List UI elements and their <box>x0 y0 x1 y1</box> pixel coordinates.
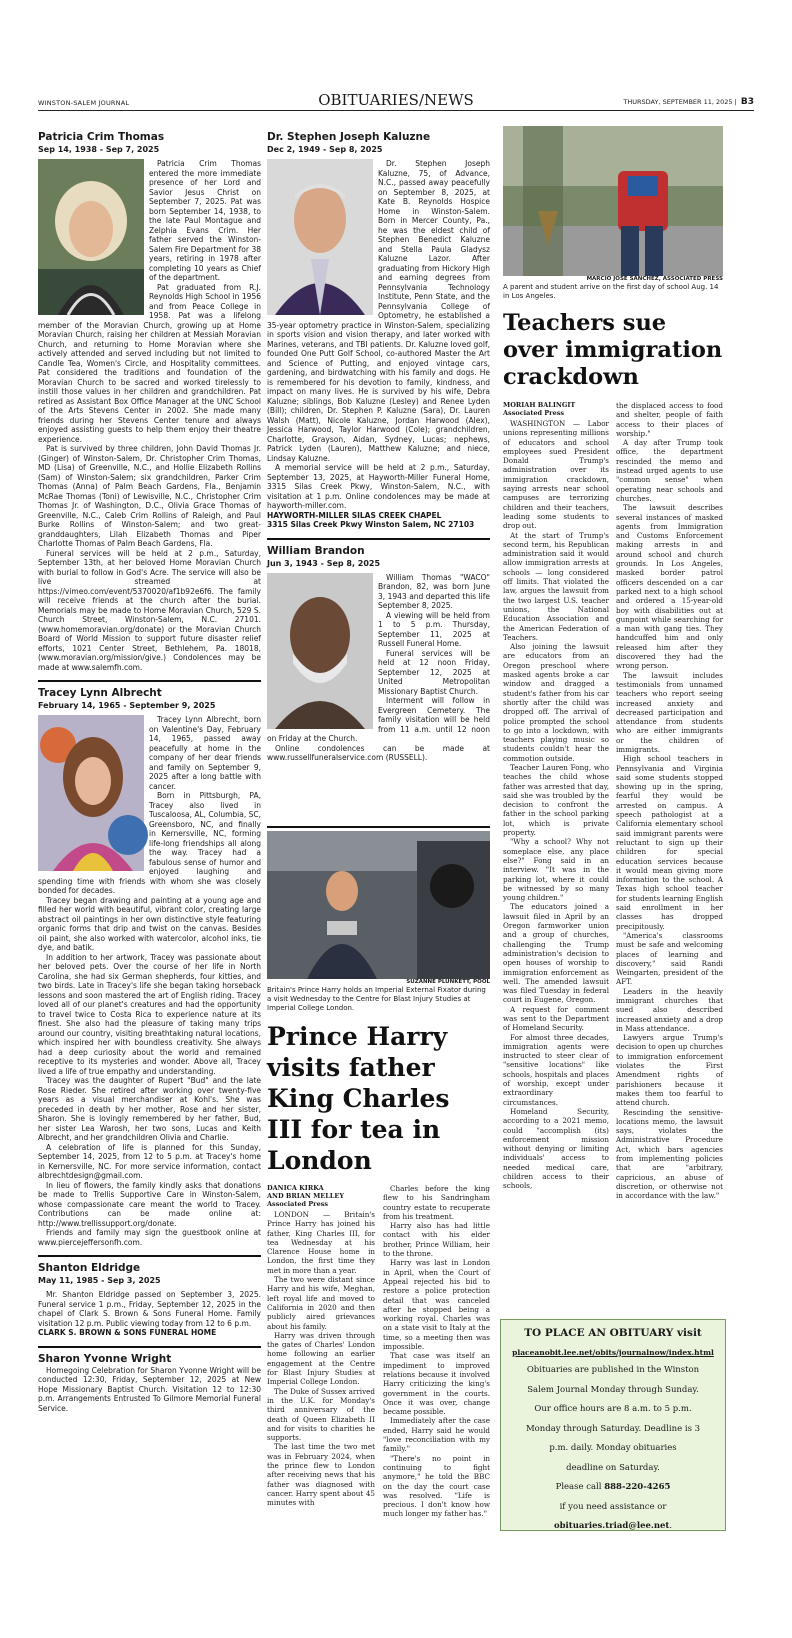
obit-paragraph: Interment will follow in Evergreen Cemetery. The family visitation will be held from 11 a.m. until 12 noon on Friday at the Church. <box>267 696 490 743</box>
obit-dates: Dec 2, 1949 - Sep 8, 2025 <box>267 145 383 154</box>
story-column-2 <box>616 401 723 1201</box>
portrait-photo <box>38 159 144 315</box>
funeral-home: HAYWORTH-MILLER SILAS CREEK CHAPEL <box>267 510 442 520</box>
story-paragraph: At the start of Trump's second term, his Republican administration said it would allow immigration arrests at schools — long considered off limits. That violated the law, argues the lawsuit from the two largest U.S. teacher unions, the National Education Association and the American Federation of Teachers. <box>503 530 609 642</box>
story-paragraph: Also joining the lawsuit are educators from an Oregon preschool where masked agents broke a car window and dragged a student's father from his car shortly after the child was dropped off. The arrival of police prompted the school to go into a lockdown, with teachers playing music so students couldn't hear the commotion outside. <box>503 642 609 763</box>
obit-paragraph: In addition to her artwork, Tracey was passionate about her beloved pets. Over the course of her life in North Carolina, she had six German shepherds, four kitties, and two birds. Late in Tracey's life she began taking horseback lessons and soon mastered the art of English riding. Tracey loved all of our planet's creatures and had the opportunity to travel twice to Costa Rica to experience nature at its finest. She also had the pleasure of taking many trips around our country, visiting breathtaking natural locations, which inspired her with boundless creativity. She always had a deep curiosity about the world and remained receptive to its mysteries and wonder. Above all, Tracey lived a life of true empathy and understanding. <box>38 952 261 1076</box>
obit-paragraph: Pat is survived by three children, John David Thomas Jr. (Ginger) of Winston-Salem, Dr. Christopher Crim Thomas, MD (Lisa) of Greenville, N.C., and Hollie Elizabeth Rollins (Sam) of Winston-Salem; six grandchildren, Parker Crim Thomas (Anna) of Palm Beach Gardens, Fla., Benjamin McRae Thomas (Toni) of Lewisville, N.C., Christopher Crim Thomas Jr. of Washington, D.C., Olivia Grace Thomas of Greenville, N.C., Caleb Crim Rollins of Raleigh, and Paul Burke Rollins of Winston-Salem; and two great-granddaughters, Lilah Elizabeth Thomas and Piper Charlotte Thomas of Palm Beach Gardens, Fla. <box>38 444 261 548</box>
obit-paragraph: Funeral services will be held at 2 p.m., Saturday, September 13th, at her beloved Home Moravian Church with burial to follow in God's Acre. The service will also be live streamed at https://vimeo.com/event/5370020/af1b92e6f6. The family will receive friends at the church after the burial. Memorials may be made to Home Moravian Church, 529 S. Church Street, Winston-Salem, N.C. 27101. (www.homemoravian.org/donate) or the Moravian Church Board of World Mission to support future disaster relief efforts, 1021 Center Street, Bethlehem, Pa. 18018, (www.moravian.org/mission/give.) Condolences may be made at www.salemfh.com. <box>38 548 261 672</box>
obit-body <box>38 715 261 1247</box>
story-paragraph: "Why a school? Why not someplace else, any place else?" Fong said in an interview. "It was in the parking lot, where it could be witnessed by so many young children." <box>503 837 609 903</box>
obit-paragraph: In lieu of flowers, the family kindly asks that donations be made to Trellis Supportive Care in Winston-Salem, whose compassionate care meant the world to Tracey. Contributions can be made online at: http://www.trellissupport.org/donate. <box>38 1180 261 1228</box>
byline: DANICA KIRKA AND BRIAN MELLEY Associated Press <box>267 1184 344 1208</box>
obit-body <box>267 159 490 530</box>
story-paragraph: The two were distant since Harry and his wife, Meghan, left royal life and moved to California in 2020 and then publicly aired grievances about his family. <box>267 1275 375 1331</box>
obituary-william-brandon <box>267 538 490 763</box>
funeral-home-address: 3315 Silas Creek Pkwy Winston Salem, NC 27103 <box>267 520 475 529</box>
obit-name: Dr. Stephen Joseph Kaluzne <box>267 131 431 143</box>
obit-body <box>267 573 490 763</box>
obituary-stephen-kaluzne <box>267 126 490 530</box>
obit-dates: Jun 3, 1943 - Sep 8, 2025 <box>267 558 381 568</box>
story-paragraph: Homeland Security, according to a 2021 memo, could "accomplish (its) enforcement mission without denying or limiting individuals' access to needed medical care, children access to their schools, <box>503 1106 609 1191</box>
obit-paragraph: Homegoing Celebration for Sharon Yvonne Wright will be conducted 12:30, Friday, September 12, 2025 at New Hope Missionary Baptist Church. Visitation 12 to 12:30 p.m. Arrangements Entrusted To Gilmore Memorial Funeral Service. <box>38 1365 261 1413</box>
byline: MORIAH BALINGIT Associated Press <box>503 401 576 417</box>
obituary-shanton-eldridge <box>38 1255 261 1338</box>
portrait-photo <box>267 159 373 315</box>
story-paragraph: Teacher Lauren Fong, who teaches the child whose father was arrested that day, said she was troubled by the decision to confront the father in the school parking lot, which is private property. <box>503 762 609 838</box>
obituary-sharon-wright <box>38 1346 261 1414</box>
funeral-home: CLARK S. BROWN & SONS FUNERAL HOME <box>38 1328 217 1337</box>
harry-story <box>267 826 490 1519</box>
paper-name: WINSTON-SALEM JOURNAL <box>38 99 130 107</box>
story-paragraph: For almost three decades, immigration agents were instructed to steer clear of "sensitive locations" like schools, hospitals and places of worship, except under extraordinary circumstances. <box>503 1032 609 1107</box>
obit-paragraph: William Thomas "WACO" Brandon, 82, was born June 3, 1943 and departed this life September 8, 2025. <box>378 572 490 610</box>
obit-paragraph: Friends and family may sign the guestbook online at www.piercejeffersonfh.com. <box>38 1228 261 1247</box>
story-paragraph: LONDON — Britain's Prince Harry has joined his father, King Charles III, for tea Wednesday at his Clarence House home in London, the first time they met in more than a year. <box>267 1210 375 1275</box>
story-paragraph: The last time the two met was in February 2024, when the prince flew to London after receiving news that his father was diagnosed with cancer. Harry spent about 45 minutes with <box>267 1442 375 1508</box>
story-paragraph: High school teachers in Pennsylvania and Virginia said some students stopped showing up in the spring, fearful they would be arrested on campus. A speech pathologist at a California elementary school said immigrant parents were reluctant to sign up their children for special education services because it would mean giving more information to the school. A Texas high school teacher for students learning English said enrollment in her classes has dropped precipitously. <box>616 754 723 931</box>
headline: Prince Harry visits father King Charles III for tea in London <box>267 1022 450 1175</box>
header-date: THURSDAY, SEPTEMBER 11, 2025 | B3 <box>623 97 754 107</box>
story-paragraph: That case was itself an impediment to improved relations because it involved Harry criticizing the king's government in the courts. Once it was over, change became possible. <box>383 1351 490 1417</box>
obit-paragraph: Tracey Lynn Albrecht, born on Valentine's Day, February 14, 1965, passed away peacefully at home in the company of her dear friends and family on September 9, 2025 after a long battle with cancer. <box>149 715 261 791</box>
story-column-1 <box>503 401 609 1201</box>
obit-column-middle <box>267 126 490 816</box>
story-paragraph: Lawyers argue Trump's decision to open up churches to immigration enforcement violates the First Amendment rights of parishioners because it makes them too fearful to attend church. <box>616 1033 723 1108</box>
obit-body <box>38 159 261 672</box>
obit-paragraph: A viewing will be held from 1 to 5 p.m. Thursday, September 11, 2025 at Russell Funeral Home. <box>378 610 490 648</box>
obit-paragraph: Born in Pittsburgh, PA, Tracey also lived in Tuscaloosa, AL, Columbia, SC, Greensboro, NC, and finally in Kernersville, NC, forming life-long friendships all along the way. Tracey had a fabulous sense of humor and enjoyed laughing and spending time with friends with whom she was closely bonded for decades. <box>38 791 261 895</box>
obit-paragraph: Dr. Stephen Joseph Kaluzne, 75, of Advance, N.C., passed away peacefully on September 8, 2025, at Kate B. Reynolds Hospice Home in Winston-Salem. Born in Mercer County, Pa., he was the eldest child of Stephen Benedict Kaluzne and Stella Paula Gladysz Kaluzne Lazor. After graduating from Hickory High and earning degrees from Pennsylvania Technology Institute, Penn State, and the Pennsylvania College of Optometry, he established a 35-year optometry practice in Winston-Salem, specializing in sports vision and vision therapy, and later worked with Marines, veterans, and TBI patients. Dr. Kaluzne loved golf, founded One Putt Golf School, co-authored Master the Art and Science of Putting, and enjoyed vintage cars, gardening, and birdwatching with his family and dogs. He is remembered for his devotion to family, kindness, and impact on many lives. He is survived by his wife, Debra Kaluzne; siblings, Bob Kaluzne (Lesley) and Renee Lyden (Bill); children, Dr. Stephen P. Kaluzne (Sara), Dr. Lauren Walsh (Matt), Nicole Kaluzne, Jordan Harwood (Alex), Jessica Harwood, Taylor Harwood (Cole); grandchildren, Charlotte, Grayson, Aidan, Sydney, Lucas; nephews, Patrick Lyden (Lauren), Matthew Kaluzne; and niece, Lindsay Kaluzne. <box>267 159 490 463</box>
obituary-patricia-thomas <box>38 126 261 672</box>
headline: Teachers sue over immigration crackdown <box>503 310 723 390</box>
portrait-photo <box>38 715 144 871</box>
story-paragraph: "America's classrooms must be safe and welcoming places of learning and discovery," said Randi Weingarten, president of the AFT. <box>616 930 723 987</box>
harry-photo <box>267 831 490 979</box>
obit-name: Patricia Crim Thomas <box>38 131 165 143</box>
story-paragraph: the displaced access to food and shelter, people of faith access to their places of worship." <box>616 401 723 438</box>
page-header <box>38 91 754 111</box>
photo-caption: A parent and student arrive on the first day of school Aug. 14 in Los Angeles. <box>503 283 719 300</box>
story-paragraph: Harry was driven through the gates of Charles' London home following an earlier engagement at the Centre for Blast Injury Studies at Imperial College London. <box>267 1330 375 1387</box>
obit-paragraph: A celebration of life is planned for this Sunday, September 14, 2025, from 12 to 5 p.m. at Tracey's home in Kernersville, NC. For more service information, contact albrechtdesign@gmail.com. <box>38 1142 261 1180</box>
story-paragraph: "There's no point in continuing to fight anymore," he told the BBC on the day the court case was resolved. "Life is precious. I don't know how much longer my father has." <box>383 1453 490 1519</box>
story-paragraph: The lawsuit includes testimonials from unnamed teachers who report seeing increased anxiety and decreased participation and attendance from students who are either immigrants or the children of immigrants. <box>616 670 723 754</box>
obit-paragraph: Funeral services will be held at 12 noon Friday, September 12, 2025 at United Metropolitan Missionary Baptist Church. <box>378 648 490 696</box>
obit-name: Sharon Yvonne Wright <box>38 1352 172 1365</box>
story-paragraph: Harry was last in London in April, when the Court of Appeal rejected his bid to restore a police protection detail that was canceled after he stopped being a working royal. Charles was on a state visit to Italy at the time, so a meeting then was impossible. <box>383 1258 490 1352</box>
place-obituary-box <box>500 1319 726 1531</box>
story-column-2 <box>383 1184 490 1519</box>
story-paragraph: The lawsuit describes several instances of masked agents from Immigration and Customs Enforcement making arrests in and around school and church grounds. In Los Angeles, masked border patrol officers descended on a car parked next to a high school and ordered a 15-year-old boy with disabilities out at gunpoint while searching for a man with gang ties. They handcuffed him and only released him after they discovered they had the wrong person. <box>616 503 723 671</box>
story-paragraph: A request for comment was sent to the Department of Homeland Security. <box>503 1004 609 1033</box>
obituary-tracey-albrecht <box>38 680 261 1247</box>
story-paragraph: A day after Trump took office, the department rescinded the memo and instead urged agents to use "common sense" when operating near schools and churches. <box>616 438 723 503</box>
photo-caption: Britain's Prince Harry holds an Imperial External Fixator during a visit Wednesday to the Centre for Blast Injury Studies at Imperial College London. <box>267 986 486 1012</box>
phone-number: 888-220-4265 <box>604 1482 671 1492</box>
portrait-photo <box>267 573 373 729</box>
story-paragraph: WASHINGTON — Labor unions representing millions of educators and school employees sued President Donald Trump's administration over its immigration crackdown, saying arrests near school campuses are terrorizing children and their teachers, leading some students to drop out. <box>503 419 609 531</box>
story-paragraph: The Duke of Sussex arrived in the U.K. for Monday's third anniversary of the death of Queen Elizabeth II and for visits to charities he supports. <box>267 1386 375 1443</box>
obit-dates: May 11, 1985 - Sep 3, 2025 <box>38 1276 161 1285</box>
obit-dates: February 14, 1965 - September 9, 2025 <box>38 701 216 710</box>
box-body: Obituaries are published in the Winston Salem Journal Monday through Sunday. Our office hours are 8 a.m. to 5 p.m. Monday through Saturday. Deadline is 3 p.m. daily. Monday obituaries deadline on Saturday. Please call 888-220-4265 if you need assistance or obituaries.triad@lee.net. <box>525 1365 701 1531</box>
story-paragraph: Charles before the king flew to his Sandringham country estate to recuperate from his treatment. <box>383 1184 490 1221</box>
obit-paragraph: Online condolences can be made at www.russellfuneralservice.com (RUSSELL). <box>267 743 490 762</box>
obit-column-left <box>38 126 261 1476</box>
story-paragraph: Harry also has had little contact with his elder brother, Prince William, heir to the throne. <box>383 1221 490 1259</box>
obit-paragraph: Patricia Crim Thomas entered the more immediate presence of her Lord and Savior Jesus Christ on September 7, 2025. Pat was born September 14, 1938, to the late Paul Montague and Zelphia Evans Crim. Her father served the Winston-Salem Fire Department for 38 years, retiring in 1978 after completing 10 years as Chief of the department. <box>149 159 261 282</box>
obit-paragraph: Tracey began drawing and painting at a young age and filled her world with beautiful, vibrant color, creating large abstract oil paintings in her own distinctive style featuring organic forms that drip and twist on the canvas. Besides oil paint, she also worked with watercolor, alcohol inks, tie dye, and batik. <box>38 895 261 952</box>
page-number: B3 <box>740 97 754 107</box>
photo-credit: SUZANNE PLUNKETT, POOL <box>406 979 490 985</box>
story-paragraph: Immediately after the case ended, Harry said he would "love reconciliation with my family." <box>383 1416 490 1454</box>
obit-paragraph: Tracey was the daughter of Rupert "Bud" and the late Rose Rieder. She retired after working over twenty-five years as a visual merchandiser at Kohl's. She was preceded in death by her mother, Rose and her sister, Sharon. She is lovingly remembered by her father, Bud, her sister Lea Warosh, her two sons, Lucas and Keith Albrecht, and her grandchildren Olivia and Charlie. <box>38 1076 261 1142</box>
obit-name: Shanton Eldridge <box>38 1262 141 1274</box>
teachers-story <box>503 126 723 1306</box>
obituary-url-link[interactable]: placeanobit.lee.net/obits/journalnow/index.html <box>512 1348 714 1357</box>
email-link[interactable]: obituaries.triad@lee.net <box>553 1521 670 1531</box>
obit-dates: Sep 14, 1938 - Sep 7, 2025 <box>38 145 160 154</box>
story-paragraph: Rescinding the sensitive-locations memo, the lawsuit says, violates the Administrative Procedure Act, which bars agencies from implementing policies that are "arbitrary, capricious, an abuse of discretion, or otherwise not in accordance with the law." <box>616 1107 723 1201</box>
photo-credit: MARCIO JOSE SANCHEZ, ASSOCIATED PRESS <box>586 276 723 282</box>
obit-paragraph: Mr. Shanton Eldridge passed on September 3, 2025. Funeral service 1 p.m., Friday, September 12, 2025 in the chapel of Clark S. Brown & Sons Funeral Home. Family visitation 12 p.m. Public viewing today from 12 to 6 p.m. <box>38 1290 261 1328</box>
story-paragraph: Leaders in the heavily immigrant churches that sued also described increased anxiety and a drop in Mass attendance. <box>616 986 723 1033</box>
story-paragraph: The educators joined a lawsuit filed in April by an Oregon farmworker union and a group of churches, challenging the Trump administration's decision to open houses of worship to immigration enforcement as well. The amended lawsuit was filed Tuesday in federal court in Eugene, Oregon. <box>503 902 609 1005</box>
obit-name: William Brandon <box>267 544 365 557</box>
obit-body <box>38 1290 261 1338</box>
school-photo <box>503 126 723 276</box>
obit-body <box>38 1366 261 1414</box>
obit-paragraph: Pat graduated from R.J. Reynolds High School in 1956 and from Peace College in 1958. Pat was a lifelong member of the Moravian Church, growing up at Home Moravian Church, raising her children at Messiah Moravian Church, and returning to Home Moravian where she actively attended and served including but not limited to Candle Tea, Women's Circle, and Hospitality committees. Pat considered the traditions and foundation of the Moravian Church to be sacred and worked tirelessly to instill those values in her children and grandchildren. Pat retired as Assistant Box Office Manager at the UNC School of the Arts Stevens Center in 2002. She made many friends during her Stevens Center tenure and always enjoyed assisting guests to help them enjoy their theatre experience. <box>38 282 261 444</box>
story-column-1 <box>267 1184 375 1519</box>
obit-paragraph: A memorial service will be held at 2 p.m., Saturday, September 13, 2025, at Hayworth-Miller Funeral Home, 3315 Silas Creek Pkwy, Winston-Salem, N.C., with visitation at 1 p.m. Online condolences may be made at hayworth-miller.com. <box>267 463 490 510</box>
section-title: OBITUARIES/NEWS <box>318 91 474 109</box>
obit-name: Tracey Lynn Albrecht <box>38 687 162 699</box>
box-title: TO PLACE AN OBITUARY visit <box>524 1327 702 1339</box>
